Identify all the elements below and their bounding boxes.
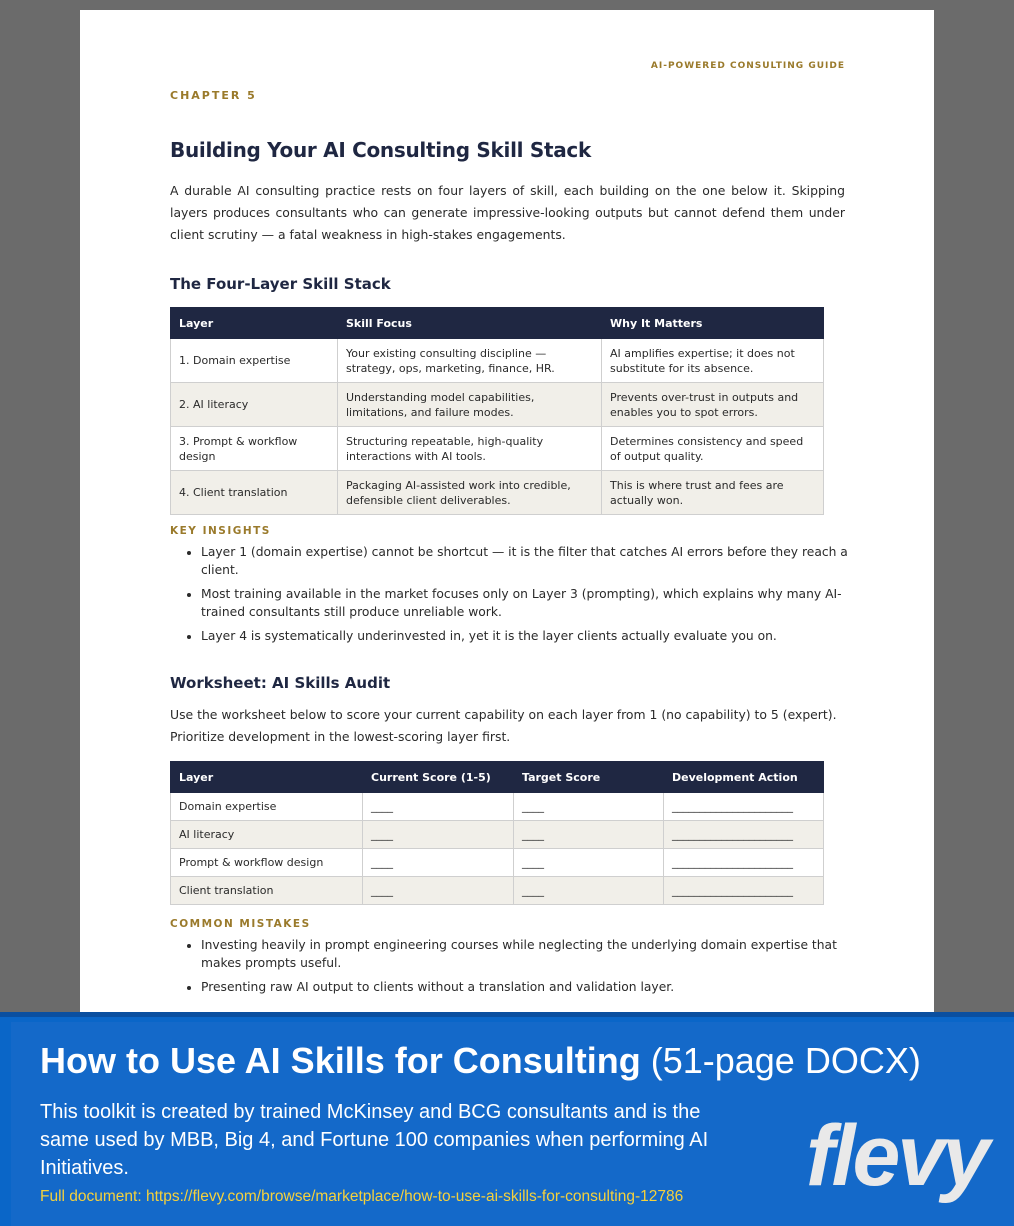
table-cell: ______________________: [664, 793, 824, 821]
banner-description: This toolkit is created by trained McKinsey and BCG consultants and is the same used by MBB, Big 4, and Fortune 100 companies when performing AI Initiatives.: [40, 1101, 709, 1179]
table-cell: Understanding model capabilities, limitations, and failure modes.: [338, 383, 602, 427]
table-cell: AI literacy: [171, 821, 363, 849]
table-row: [171, 793, 824, 821]
list-item: • Investing heavily in prompt engineering courses while neglecting the underlying domain expertise that makes prompts useful.: [201, 936, 849, 972]
table-cell: ____: [363, 793, 514, 821]
table-header: Current Score (1-5): [363, 762, 514, 793]
table-cell: This is where trust and fees are actually won.: [602, 471, 824, 515]
table-cell: Structuring repeatable, high-quality interactions with AI tools.: [338, 427, 602, 471]
table-cell: ____: [363, 821, 514, 849]
banner-title: [40, 1040, 921, 1082]
table-cell: 1. Domain expertise: [171, 339, 338, 383]
table-cell: Packaging AI-assisted work into credible, defensible client deliverables.: [338, 471, 602, 515]
table-cell: ____: [514, 793, 664, 821]
flevy-logo: flevy: [806, 1108, 988, 1204]
table-cell: 3. Prompt & workflow design: [171, 427, 338, 471]
table-cell: ______________________: [664, 821, 824, 849]
table-cell: ______________________: [664, 849, 824, 877]
table-cell: ____: [514, 877, 664, 905]
section-heading-worksheet: Worksheet: AI Skills Audit: [170, 674, 391, 692]
chapter-label: CHAPTER 5: [170, 89, 257, 102]
list-item: • Presenting raw AI output to clients without a translation and validation layer.: [201, 978, 849, 996]
list-item: • Most training available in the market focuses only on Layer 3 (prompting), which explains why many AI-trained consultants still produce unreliable work.: [201, 585, 849, 621]
page-title: Building Your AI Consulting Skill Stack: [170, 138, 591, 162]
table-header: Development Action: [664, 762, 824, 793]
table-cell: Prevents over-trust in outputs and enables you to spot errors.: [602, 383, 824, 427]
table-cell: ____: [363, 877, 514, 905]
table-row: [171, 821, 824, 849]
document-page: [80, 10, 934, 1020]
running-head: AI-POWERED CONSULTING GUIDE: [650, 61, 845, 71]
table-cell: ____: [514, 821, 664, 849]
banner-title-main: How to Use AI Skills for Consulting: [40, 1040, 641, 1081]
table-cell: AI amplifies expertise; it does not substitute for its absence.: [602, 339, 824, 383]
table-cell: Domain expertise: [171, 793, 363, 821]
table-cell: ____: [363, 849, 514, 877]
table-header-row: [171, 308, 824, 339]
list-item: • Layer 4 is systematically underinvested in, yet it is the layer clients actually evaluate you on.: [201, 627, 849, 645]
table-row: [171, 383, 824, 427]
intro-paragraph: A durable AI consulting practice rests on four layers of skill, each building on the one below it. Skipping layers produces consultants who can generate impressive-looking outputs but cannot defend them under client scrutiny — a fatal weakness in high-stakes engagements.: [170, 183, 845, 242]
table-cell: 2. AI literacy: [171, 383, 338, 427]
table-cell: Determines consistency and speed of output quality.: [602, 427, 824, 471]
table-row: [171, 427, 824, 471]
table-row: [171, 877, 824, 905]
table-header: Target Score: [514, 762, 664, 793]
table-cell: Client translation: [171, 877, 363, 905]
table-cell: Your existing consulting discipline — strategy, ops, marketing, finance, HR.: [338, 339, 602, 383]
key-insights-label: KEY INSIGHTS: [170, 525, 271, 537]
common-mistakes-list: [170, 936, 849, 1002]
banner-title-format: (51-page DOCX): [650, 1040, 921, 1081]
worksheet-intro: Use the worksheet below to score your current capability on each layer from 1 (no capability) to 5 (expert). Prioritize development in the lowest-scoring layer first.: [170, 707, 837, 744]
table-row: [171, 849, 824, 877]
key-insights-list: [170, 543, 849, 651]
table-header: Why It Matters: [602, 308, 824, 339]
list-item: • Layer 1 (domain expertise) cannot be shortcut — it is the filter that catches AI errors before they reach a client.: [201, 543, 849, 579]
section-heading-skill-stack: The Four-Layer Skill Stack: [170, 275, 391, 293]
table-header: Layer: [171, 762, 363, 793]
table-cell: 4. Client translation: [171, 471, 338, 515]
table-cell: ____: [514, 849, 664, 877]
table-header: Layer: [171, 308, 338, 339]
table-row: [171, 339, 824, 383]
banner-document-link[interactable]: Full document: https://flevy.com/browse/marketplace/how-to-use-ai-skills-for-consulting-12786: [40, 1188, 684, 1205]
table-cell: Prompt & workflow design: [171, 849, 363, 877]
table-row: [171, 471, 824, 515]
table-header: Skill Focus: [338, 308, 602, 339]
skills-audit-table: [170, 761, 824, 905]
table-header-row: [171, 762, 824, 793]
skill-stack-table: [170, 307, 824, 515]
table-cell: ______________________: [664, 877, 824, 905]
common-mistakes-label: COMMON MISTAKES: [170, 918, 311, 930]
